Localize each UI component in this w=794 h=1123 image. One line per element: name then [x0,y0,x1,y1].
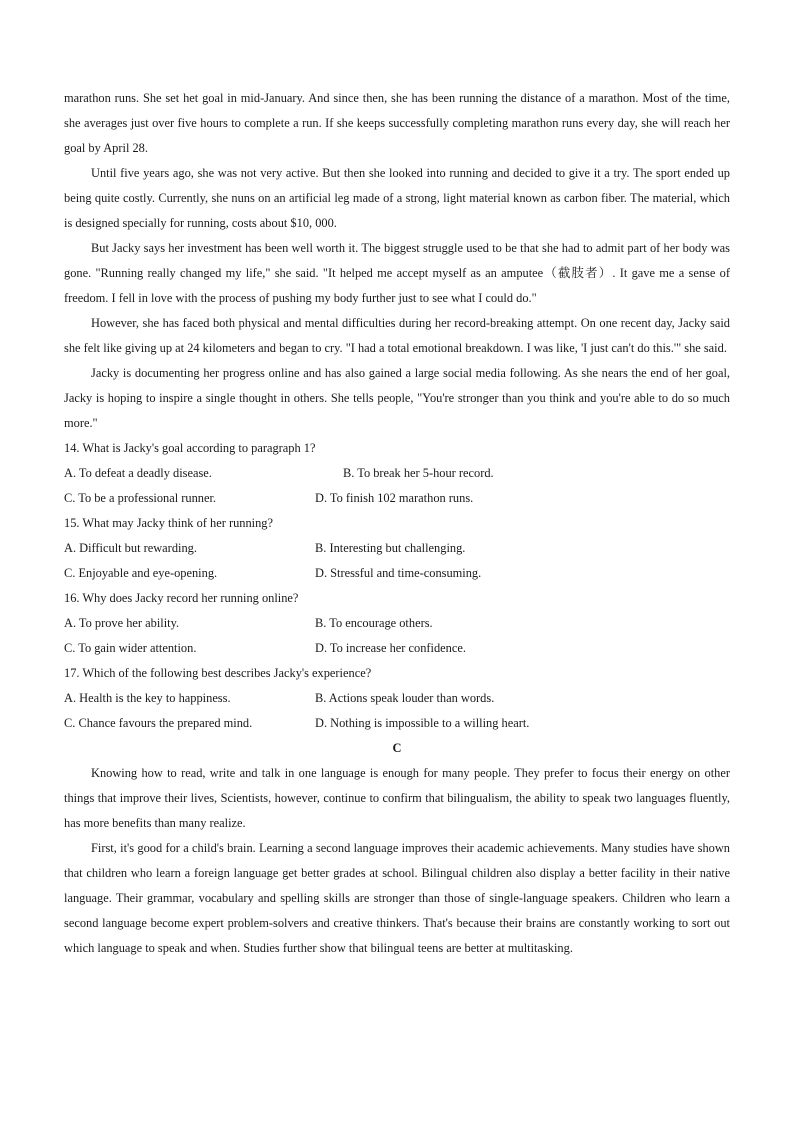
option-a[interactable]: A. Health is the key to happiness. [64,691,231,705]
option-d[interactable]: D. To finish 102 marathon runs. [315,491,474,505]
passage-c [64,736,730,961]
option-c[interactable]: C. Enjoyable and eye-opening. [64,566,218,580]
option-a[interactable]: A. To defeat a deadly disease. [64,466,212,480]
question-stem: 15. What may Jacky think of her running? [64,516,273,530]
section-heading: C [392,741,402,755]
option-b[interactable]: B. Interesting but challenging. [315,541,466,555]
passage-paragraph: Jacky is documenting her progress online and has also gained a large social media following. As she nears the end of her goal, Jacky is hoping to inspire a single thought in others. She tells people, "You're stronger than you think and you're able to do so much more." [64,366,730,430]
option-row [64,536,730,561]
question-stem: 16. Why does Jacky record her running online? [64,591,299,605]
option-a[interactable]: A. Difficult but rewarding. [64,541,197,555]
option-row [64,561,730,586]
option-a[interactable]: A. To prove her ability. [64,616,180,630]
option-c[interactable]: C. To gain wider attention. [64,641,197,655]
passage-paragraph: However, she has faced both physical and mental difficulties during her record-breaking attempt. On one recent day, Jacky said she felt like giving up at 24 kilometers and began to cry. "I had a total emotional breakdown. I was like, 'I just can't do this.'" she said. [64,316,730,355]
question-14 [64,436,730,511]
option-b[interactable]: B. To break her 5-hour record. [343,466,494,480]
option-d[interactable]: D. Stressful and time-consuming. [315,566,482,580]
passage-paragraph: marathon runs. She set het goal in mid-January. And since then, she has been running the distance of a marathon. Most of the time, she averages just over five hours to complete a run. If she keeps successfully completing marathon runs every day, she will reach her goal by April 28. [64,91,730,155]
option-d[interactable]: D. To increase her confidence. [315,641,466,655]
option-b[interactable]: B. Actions speak louder than words. [315,691,495,705]
option-row [64,686,730,711]
passage-paragraph: Until five years ago, she was not very active. But then she looked into running and decided to give it a try. The sport ended up being quite costly. Currently, she nuns on an artificial leg made of a strong, light material known as carbon fiber. The material, which is designed specially for running, costs about $10, 000. [64,166,730,230]
question-15 [64,511,730,586]
option-row [64,611,730,636]
option-c[interactable]: C. Chance favours the prepared mind. [64,716,253,730]
option-row [64,711,730,736]
question-16 [64,586,730,661]
option-d[interactable]: D. Nothing is impossible to a willing heart. [315,716,530,730]
option-b[interactable]: B. To encourage others. [315,616,433,630]
question-stem: 14. What is Jacky's goal according to paragraph 1? [64,441,316,455]
option-row [64,461,730,486]
option-row [64,636,730,661]
passage-paragraph: First, it's good for a child's brain. Learning a second language improves their academic achievements. Many studies have shown that children who learn a foreign language get better grades at school. Bilingual children also display a better facility in their native language. Their grammar, vocabulary and spelling skills are stronger than those of single-language speakers. Children who learn a second language become expert problem-solvers and creative thinkers. That's because their brains are constantly working to sort out which language to speak and when. Studies further show that bilingual teens are better at multitasking. [64,841,730,955]
question-17 [64,661,730,736]
passage-b [64,86,730,436]
passage-paragraph: Knowing how to read, write and talk in one language is enough for many people. They prefer to focus their energy on other things that improve their lives, Scientists, however, continue to confirm that bilingualism, the ability to speak two languages fluently, has more benefits than many realize. [64,766,730,830]
option-row [64,486,730,511]
question-stem: 17. Which of the following best describes Jacky's experience? [64,666,372,680]
option-c[interactable]: C. To be a professional runner. [64,491,217,505]
exam-page [64,86,730,961]
passage-paragraph: But Jacky says her investment has been well worth it. The biggest struggle used to be that she had to admit part of her body was gone. "Running really changed my life," she said. "It helped me accept myself as an amputee（截肢者）. It gave me a sense of freedom. I fell in love with the process of pushing my body further just to see what I could do." [64,241,730,305]
